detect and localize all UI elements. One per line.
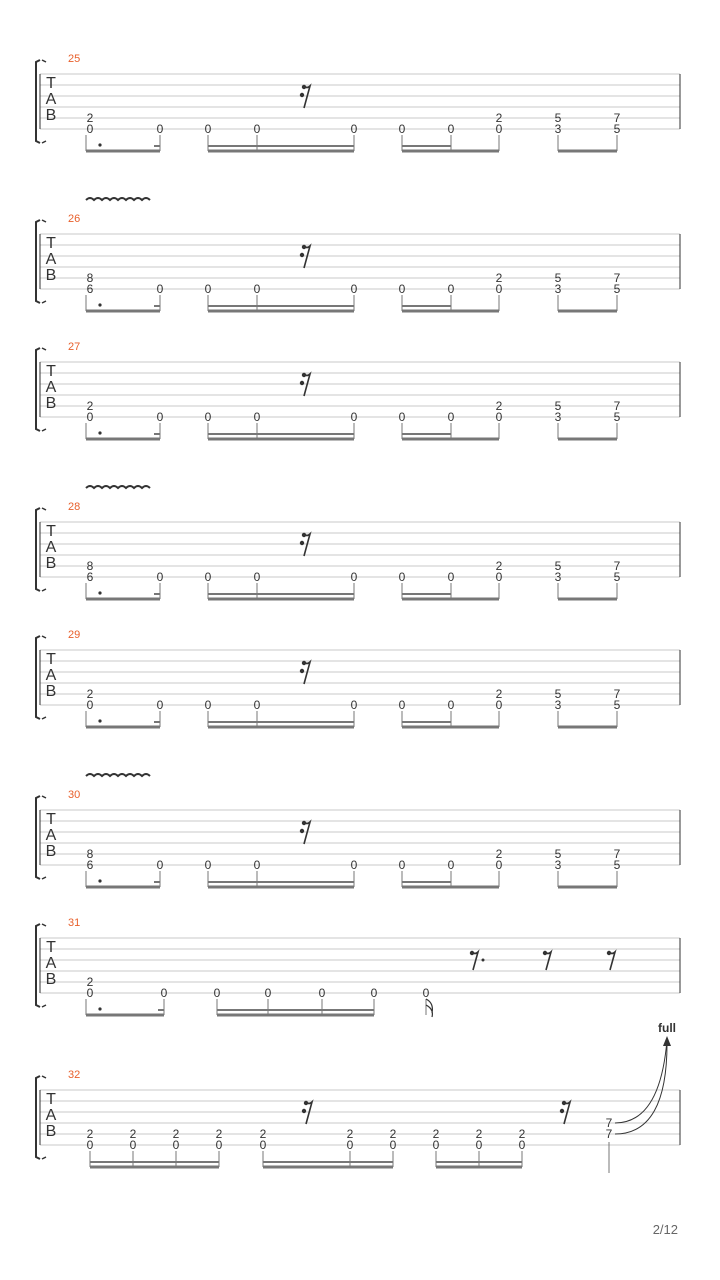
fret-number: 0 <box>398 410 406 424</box>
tab-clef-letter: T <box>46 1091 56 1108</box>
fret-number: 0 <box>398 858 406 872</box>
fret-number: 5 <box>554 399 562 413</box>
fret-number: 0 <box>398 282 406 296</box>
fret-number: 0 <box>86 122 94 136</box>
augmentation-dot <box>98 431 101 434</box>
system-bracket <box>36 220 40 303</box>
fret-number: 0 <box>172 1138 180 1152</box>
fret-number: 0 <box>204 122 212 136</box>
fret-number: 0 <box>447 698 455 712</box>
fret-number: 2 <box>172 1127 180 1141</box>
fret-number: 0 <box>160 986 168 1000</box>
measure-number: 26 <box>68 213 81 225</box>
fret-number: 0 <box>495 410 503 424</box>
bend-amount-label: full <box>658 1021 676 1035</box>
rest-dot-head <box>300 669 304 673</box>
vibrato-mark <box>86 486 150 488</box>
system-bracket <box>42 60 46 62</box>
rest-dot-head <box>470 951 474 955</box>
augmentation-dot <box>98 143 101 146</box>
system-bracket <box>42 636 46 638</box>
system-bracket <box>42 1005 46 1007</box>
tab-clef-letter: T <box>46 651 56 668</box>
fret-number: 3 <box>554 410 562 424</box>
bend-curve <box>615 1040 667 1123</box>
fret-number: 7 <box>613 847 621 861</box>
rest-dot-head <box>302 373 306 377</box>
fret-number: 0 <box>495 122 503 136</box>
rest-dot-head <box>300 381 304 385</box>
system-bracket <box>36 796 40 879</box>
rest-dot-head <box>302 85 306 89</box>
fret-number: 5 <box>554 687 562 701</box>
fret-number: 5 <box>554 111 562 125</box>
fret-number: 5 <box>554 847 562 861</box>
rest-symbol <box>306 1102 312 1124</box>
fret-number: 0 <box>495 858 503 872</box>
fret-number: 0 <box>156 410 164 424</box>
tab-system-27 <box>36 341 680 439</box>
tab-clef-letter: A <box>45 91 57 108</box>
fret-number: 2 <box>495 271 503 285</box>
fret-number: 3 <box>554 122 562 136</box>
rest-dot-head <box>300 829 304 833</box>
augmentation-dot <box>98 303 101 306</box>
fret-number: 0 <box>370 986 378 1000</box>
tab-clef-letter: A <box>45 539 57 556</box>
fret-number: 0 <box>389 1138 397 1152</box>
system-bracket <box>42 1076 46 1078</box>
measure-number: 31 <box>68 917 81 929</box>
fret-number: 2 <box>259 1127 267 1141</box>
measure-number: 32 <box>68 1069 81 1081</box>
fret-number: 0 <box>86 698 94 712</box>
rest-dot-head <box>560 1109 564 1113</box>
fret-number: 0 <box>350 122 358 136</box>
fret-number: 0 <box>447 570 455 584</box>
measure-number: 27 <box>68 341 81 353</box>
system-bracket <box>36 508 40 591</box>
rest-symbol <box>304 86 310 108</box>
system-bracket <box>36 348 40 431</box>
fret-number: 0 <box>204 698 212 712</box>
fret-number: 0 <box>447 410 455 424</box>
system-bracket <box>36 60 40 143</box>
tab-clef-letter: B <box>45 683 57 700</box>
fret-number: 0 <box>156 698 164 712</box>
tab-clef-letter: A <box>45 1107 57 1124</box>
fret-number: 0 <box>350 282 358 296</box>
fret-number: 0 <box>215 1138 223 1152</box>
fret-number: 0 <box>86 410 94 424</box>
tab-clef-letter: B <box>45 395 57 412</box>
tab-clef-letter: A <box>45 251 57 268</box>
fret-number: 0 <box>253 570 261 584</box>
fret-number: 0 <box>350 410 358 424</box>
tab-clef-letter: B <box>45 267 57 284</box>
fret-number: 0 <box>447 858 455 872</box>
measure-number: 28 <box>68 501 81 513</box>
tab-system-26 <box>36 198 680 311</box>
note-flag <box>426 999 432 1017</box>
fret-number: 5 <box>613 858 621 872</box>
system-bracket <box>36 924 40 1007</box>
fret-number: 2 <box>86 975 94 989</box>
fret-number: 2 <box>495 559 503 573</box>
rest-dot-head <box>562 1101 566 1105</box>
system-bracket <box>42 589 46 591</box>
rest-dot-head <box>607 951 611 955</box>
system-bracket <box>42 924 46 926</box>
fret-number: 0 <box>447 282 455 296</box>
fret-number: 8 <box>86 271 94 285</box>
system-bracket <box>42 796 46 798</box>
fret-number: 0 <box>398 698 406 712</box>
fret-number: 0 <box>318 986 326 1000</box>
fret-number: 0 <box>253 282 261 296</box>
fret-number: 2 <box>518 1127 526 1141</box>
fret-number: 5 <box>613 282 621 296</box>
system-bracket <box>42 1157 46 1159</box>
fret-number: 0 <box>213 986 221 1000</box>
tab-clef-letter: T <box>46 811 56 828</box>
tab-clef-letter: B <box>45 555 57 572</box>
measure-number: 30 <box>68 789 81 801</box>
fret-number: 6 <box>86 570 94 584</box>
fret-number: 0 <box>264 986 272 1000</box>
fret-number: 7 <box>613 399 621 413</box>
fret-number: 0 <box>253 122 261 136</box>
fret-number: 0 <box>350 570 358 584</box>
rest-symbol <box>304 374 310 396</box>
rest-symbol <box>304 822 310 844</box>
fret-number: 2 <box>432 1127 440 1141</box>
system-bracket <box>42 301 46 303</box>
rest-symbol <box>304 662 310 684</box>
fret-number: 0 <box>398 122 406 136</box>
rest-dot-head <box>302 533 306 537</box>
measure-number: 25 <box>68 53 81 65</box>
rest-symbol <box>304 246 310 268</box>
fret-number: 0 <box>156 858 164 872</box>
fret-number: 0 <box>253 698 261 712</box>
fret-number: 7 <box>613 271 621 285</box>
fret-number: 2 <box>495 399 503 413</box>
tab-clef-letter: B <box>45 107 57 124</box>
rest-dot-head <box>304 1101 308 1105</box>
rest-dot-head <box>302 245 306 249</box>
system-bracket <box>42 429 46 431</box>
fret-number: 0 <box>346 1138 354 1152</box>
tab-clef-letter: T <box>46 939 56 956</box>
fret-number: 0 <box>447 122 455 136</box>
fret-number: 0 <box>350 858 358 872</box>
fret-number: 0 <box>156 282 164 296</box>
fret-number: 5 <box>613 698 621 712</box>
rest-dot-head <box>302 821 306 825</box>
fret-number: 0 <box>398 570 406 584</box>
fret-number: 6 <box>86 282 94 296</box>
tab-clef-letter: T <box>46 235 56 252</box>
rest-dot-head <box>300 541 304 545</box>
system-bracket <box>36 1076 40 1159</box>
fret-number: 2 <box>495 847 503 861</box>
fret-number: 2 <box>215 1127 223 1141</box>
fret-number: 0 <box>253 410 261 424</box>
fret-number: 5 <box>613 410 621 424</box>
fret-number: 0 <box>495 282 503 296</box>
fret-number: 3 <box>554 698 562 712</box>
fret-number: 0 <box>156 570 164 584</box>
augmentation-dot <box>98 591 101 594</box>
tab-clef-letter: T <box>46 363 56 380</box>
tab-clef-letter: A <box>45 379 57 396</box>
fret-number: 0 <box>350 698 358 712</box>
fret-number: 8 <box>86 559 94 573</box>
fret-number: 0 <box>518 1138 526 1152</box>
rest-dot-head <box>302 661 306 665</box>
system-bracket <box>42 508 46 510</box>
fret-number: 3 <box>554 570 562 584</box>
rest-symbol <box>564 1102 570 1124</box>
augmentation-dot <box>98 1007 101 1010</box>
tab-clef-letter: B <box>45 843 57 860</box>
fret-number: 0 <box>495 570 503 584</box>
fret-number: 0 <box>86 986 94 1000</box>
rest-symbol <box>304 534 310 556</box>
fret-number: 5 <box>613 122 621 136</box>
fret-number: 0 <box>204 570 212 584</box>
fret-number: 0 <box>204 858 212 872</box>
system-bracket <box>42 141 46 143</box>
rest-augmentation-dot <box>482 959 485 962</box>
fret-number: 3 <box>554 282 562 296</box>
fret-number: 7 <box>605 1116 613 1130</box>
tab-system-32 <box>36 1021 680 1173</box>
fret-number: 0 <box>422 986 430 1000</box>
rest-dot-head <box>300 93 304 97</box>
fret-number: 7 <box>613 687 621 701</box>
vibrato-mark <box>86 774 150 776</box>
fret-number: 7 <box>605 1127 613 1141</box>
fret-number: 2 <box>389 1127 397 1141</box>
fret-number: 0 <box>253 858 261 872</box>
fret-number: 0 <box>204 410 212 424</box>
fret-number: 0 <box>259 1138 267 1152</box>
fret-number: 2 <box>86 399 94 413</box>
fret-number: 0 <box>129 1138 137 1152</box>
vibrato-mark <box>86 198 150 200</box>
tab-system-31 <box>36 917 680 1017</box>
fret-number: 5 <box>554 559 562 573</box>
fret-number: 0 <box>86 1138 94 1152</box>
fret-number: 2 <box>495 111 503 125</box>
tab-system-25 <box>36 53 680 151</box>
augmentation-dot <box>98 879 101 882</box>
system-bracket <box>36 636 40 719</box>
system-bracket <box>42 877 46 879</box>
fret-number: 0 <box>432 1138 440 1152</box>
fret-number: 5 <box>554 271 562 285</box>
fret-number: 2 <box>495 687 503 701</box>
rest-dot-head <box>302 1109 306 1113</box>
page-number: 2/12 <box>652 1222 678 1237</box>
tab-system-30 <box>36 774 680 887</box>
fret-number: 2 <box>129 1127 137 1141</box>
fret-number: 6 <box>86 858 94 872</box>
fret-number: 2 <box>346 1127 354 1141</box>
bend-curve <box>615 1040 667 1134</box>
system-bracket <box>42 348 46 350</box>
system-bracket <box>42 220 46 222</box>
fret-number: 2 <box>86 111 94 125</box>
fret-number: 7 <box>613 559 621 573</box>
system-bracket <box>42 717 46 719</box>
fret-number: 0 <box>204 282 212 296</box>
fret-number: 8 <box>86 847 94 861</box>
fret-number: 0 <box>475 1138 483 1152</box>
tab-clef-letter: A <box>45 955 57 972</box>
tab-clef-letter: T <box>46 523 56 540</box>
tab-clef-letter: A <box>45 827 57 844</box>
fret-number: 2 <box>475 1127 483 1141</box>
augmentation-dot <box>98 719 101 722</box>
rest-dot-head <box>543 951 547 955</box>
rest-dot-head <box>300 253 304 257</box>
tab-clef-letter: A <box>45 667 57 684</box>
measure-number: 29 <box>68 629 81 641</box>
tab-clef-letter: B <box>45 1123 57 1140</box>
bend-arrowhead <box>663 1036 671 1046</box>
fret-number: 5 <box>613 570 621 584</box>
tab-system-29 <box>36 629 680 727</box>
fret-number: 0 <box>156 122 164 136</box>
fret-number: 2 <box>86 1127 94 1141</box>
tab-clef-letter: B <box>45 971 57 988</box>
tab-system-28 <box>36 486 680 599</box>
fret-number: 7 <box>613 111 621 125</box>
fret-number: 2 <box>86 687 94 701</box>
fret-number: 0 <box>495 698 503 712</box>
fret-number: 3 <box>554 858 562 872</box>
tab-clef-letter: T <box>46 75 56 92</box>
